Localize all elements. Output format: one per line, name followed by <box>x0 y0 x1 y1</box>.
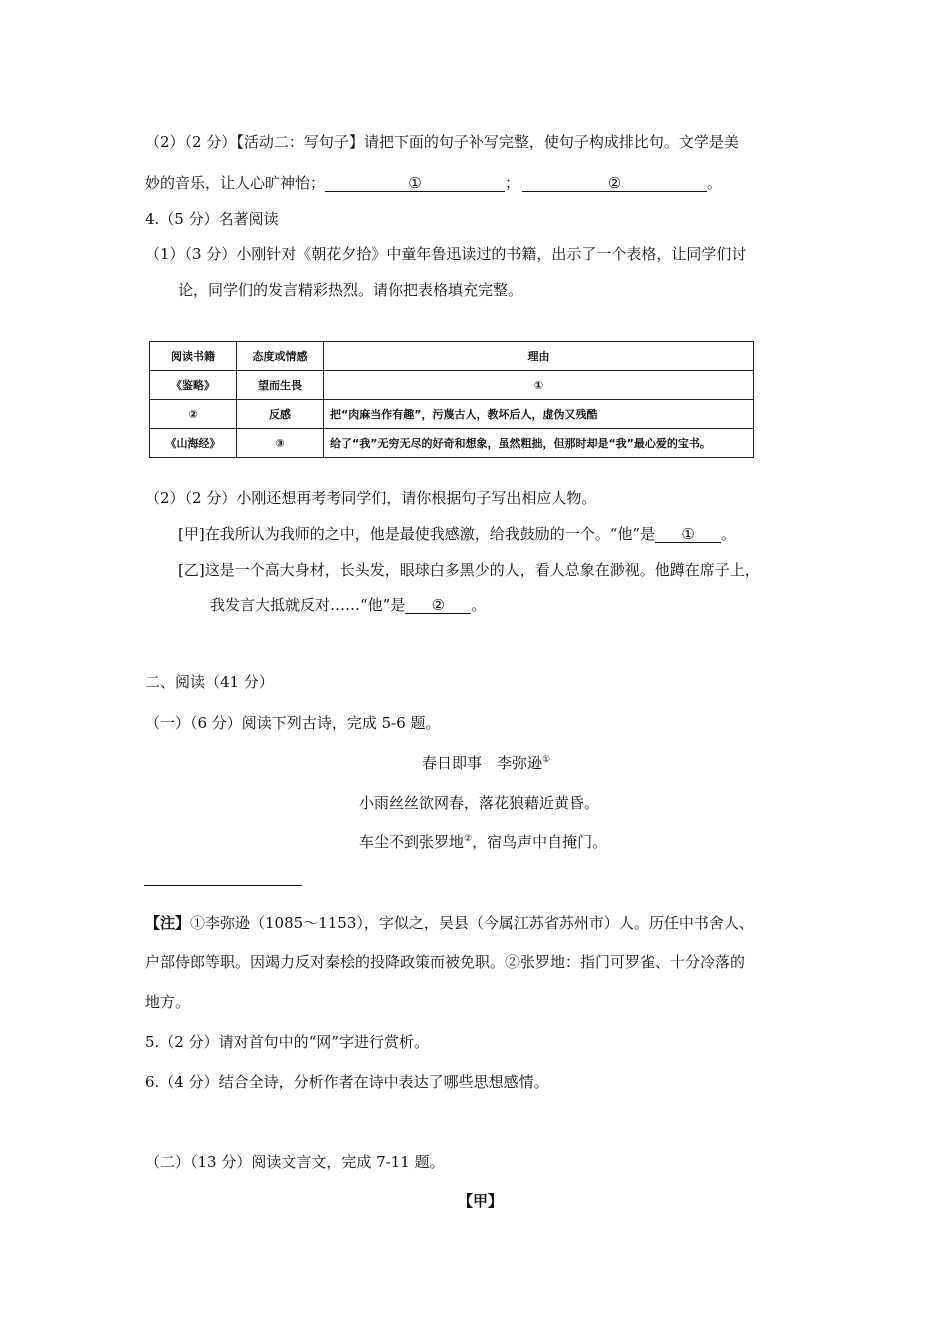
poem-title <box>422 752 550 773</box>
poem-line-1: 小雨丝丝欲网春，落花狼藉近黄昏。 <box>359 794 600 812</box>
q3-2-line2-prefix: 妙的音乐，让人心旷神怡； <box>145 174 326 192</box>
note-line-1-text: ①李弥逊（1085～1153），字似之，吴县（今属江苏省苏州市）人。历任中书舍人、 <box>190 914 754 932</box>
q4-2-jia-end: 。 <box>721 525 737 543</box>
table-cell: 望而生畏 <box>237 371 324 400</box>
table-cell: 给了“我”无穷无尽的好奇和想象，虽然粗拙，但那时却是“我”最心爱的宝书。 <box>324 429 754 458</box>
q4-2-yi-text: 我发言大抵就反对……“他”是 <box>210 596 406 614</box>
poem-title-footnote-mark: ① <box>542 755 551 765</box>
table-cell: 把“肉麻当作有趣”，污蔑古人，教坏后人，虚伪又残酷 <box>324 400 754 429</box>
section2-heading: 二、阅读（41 分） <box>145 673 274 691</box>
note-line-2: 户部侍郎等职。因竭力反对秦桧的投降政策而被免职。②张罗地：指门可罗雀、十分冷落的 <box>145 953 746 971</box>
section2-part2: （二）（13 分）阅读文言文，完成 7-11 题。 <box>145 1153 445 1171</box>
reading-table <box>149 341 754 458</box>
q3-2-blank-1[interactable]: ① <box>325 175 505 192</box>
q4-2-yi-line1: [乙]这是一个高大身材，长头发，眼球白多黑少的人，看人总象在渺视。他蹲在席子上， <box>178 561 760 579</box>
table-cell: 反感 <box>237 400 324 429</box>
poem-title-text: 春日即事 李弥逊 <box>422 754 543 772</box>
question-5: 5.（2 分）请对首句中的“网”字进行赏析。 <box>145 1033 429 1051</box>
q3-2-end: 。 <box>707 174 723 192</box>
poem-line-2-footnote-mark: ② <box>464 834 473 844</box>
q4-2-yi-end: 。 <box>471 596 487 614</box>
table-row <box>150 371 754 400</box>
table-header-row <box>150 342 754 371</box>
jia-heading: 【甲】 <box>458 1192 504 1210</box>
table-cell: ③ <box>237 429 324 458</box>
q4-2-line1: （2）（2 分）小刚还想再考考同学们，请你根据句子写出相应人物。 <box>145 489 597 507</box>
question-6: 6.（4 分）结合全诗，分析作者在诗中表达了哪些思想感情。 <box>145 1073 549 1091</box>
section2-part1: （一）（6 分）阅读下列古诗，完成 5-6 题。 <box>145 714 441 732</box>
poem-line-2 <box>359 831 607 852</box>
note-label: 【注】 <box>145 914 191 932</box>
note-line-1 <box>145 912 754 933</box>
q4-1-line1: （1）（3 分）小刚针对《朝花夕拾》中童年鲁迅读过的书籍，出示了一个表格，让同学们讨 <box>145 245 747 263</box>
table-cell: ② <box>150 400 237 429</box>
q4-2-jia-blank[interactable]: ① <box>655 526 721 543</box>
table-row <box>150 400 754 429</box>
q4-heading: 4.（5 分）名著阅读 <box>145 210 279 228</box>
q3-2-sep: ； <box>505 174 521 192</box>
q4-2-jia-text: [甲]在我所认为我师的之中，他是最使我感激，给我鼓励的一个。“他”是 <box>178 525 656 543</box>
q3-2-line2 <box>145 172 722 193</box>
q4-2-yi-blank[interactable]: ② <box>405 597 471 614</box>
table-header: 阅读书籍 <box>150 342 237 371</box>
table-header: 理由 <box>324 342 754 371</box>
table-cell: 《鉴略》 <box>150 371 237 400</box>
table-cell: ① <box>324 371 754 400</box>
footnote-divider <box>144 885 302 886</box>
table-row <box>150 429 754 458</box>
table-header: 态度或情感 <box>237 342 324 371</box>
q4-1-line2: 论，同学们的发言精彩热烈。请你把表格填充完整。 <box>178 281 524 299</box>
note-line-3: 地方。 <box>145 993 191 1011</box>
q3-2-blank-2[interactable]: ② <box>522 175 707 192</box>
poem-line-2b: ，宿鸟声中自掩门。 <box>472 833 608 851</box>
table-cell: 《山海经》 <box>150 429 237 458</box>
q3-2-line1: （2）（2 分）【活动二：写句子】请把下面的句子补写完整，使句子构成排比句。文学是美 <box>145 133 739 151</box>
q4-2-jia <box>178 523 736 544</box>
poem-line-2a: 车尘不到张罗地 <box>359 833 465 851</box>
q4-2-yi-line2 <box>210 594 486 615</box>
